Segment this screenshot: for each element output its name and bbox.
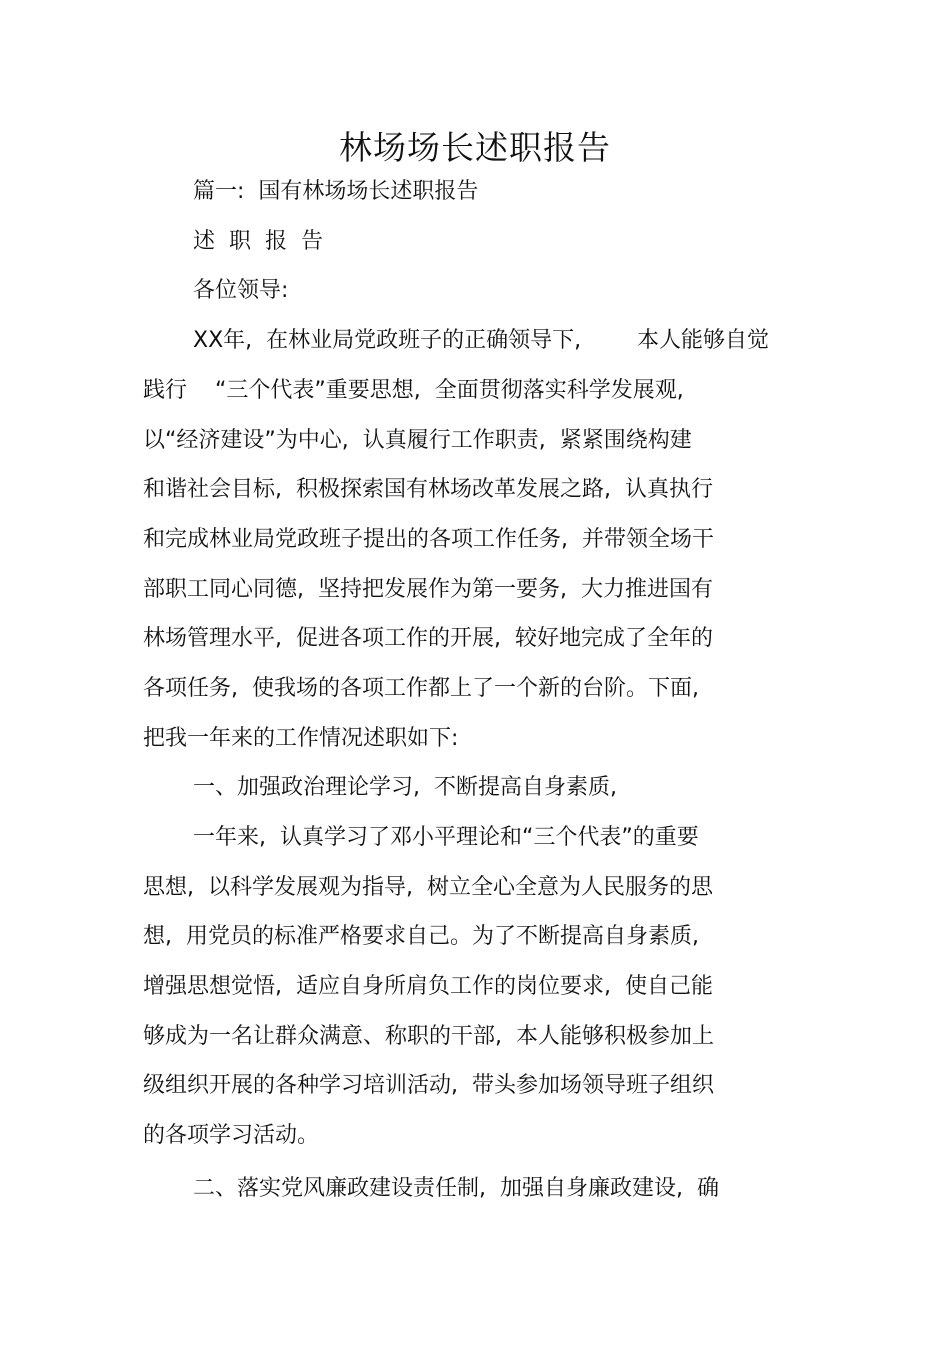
document-title: 林场场长述职报告 — [339, 128, 611, 167]
paragraph-line: 级组织开展的各种学习培训活动, 带头参加场领导班子组织 — [143, 1073, 714, 1098]
paragraph-line: 和完成林业局党政班子提出的各项工作任务, 并带领全场干 — [143, 527, 714, 552]
paragraph-line: XX年, 在林业局党政班子的正确领导下, 本人能够自觉 — [193, 328, 770, 353]
paragraph-line: 林场管理水平, 促进各项工作的开展, 较好地完成了全年的 — [143, 626, 713, 651]
paragraph-line: 想, 用党员的标准严格要求自己。为了不断提高自身素质, — [143, 924, 699, 949]
paragraph-line: 各项任务, 使我场的各项工作都上了一个新的台阶。下面, — [143, 676, 699, 701]
report-heading: 述 职 报 告 — [193, 229, 323, 254]
paragraph-line: 把我一年来的工作情况述职如下: — [143, 726, 459, 751]
paragraph-line: 和谐社会目标, 积极探索国有林场改革发展之路, 认真执行 — [143, 477, 713, 502]
subtitle-line: 篇一: 国有林场场长述职报告 — [193, 179, 479, 204]
paragraph-line: 部职工同心同德, 坚持把发展作为第一要务, 大力推进国有 — [143, 577, 713, 602]
section-heading-2: 二、落实党风廉政建设责任制, 加强自身廉政建设, 确 — [193, 1176, 719, 1201]
paragraph-line: 践行 “三个代表”重要思想, 全面贯彻落实科学发展观, — [143, 378, 684, 403]
paragraph-line: 思想, 以科学发展观为指导, 树立全心全意为人民服务的思 — [143, 875, 713, 900]
paragraph-line: 一年来, 认真学习了邓小平理论和“三个代表”的重要 — [193, 825, 699, 850]
paragraph-line: 够成为一名让群众满意、称职的干部, 本人能够积极参加上 — [143, 1024, 714, 1049]
section-heading-1: 一、加强政治理论学习, 不断提高自身素质, — [193, 775, 617, 800]
paragraph-line: 以“经济建设”为中心, 认真履行工作职责, 紧紧围绕构建 — [143, 428, 692, 453]
paragraph-line: 的各项学习活动。 — [143, 1123, 320, 1148]
salutation: 各位领导: — [193, 278, 289, 303]
paragraph-line: 增强思想觉悟, 适应自身所肩负工作的岗位要求, 使自己能 — [143, 974, 713, 999]
